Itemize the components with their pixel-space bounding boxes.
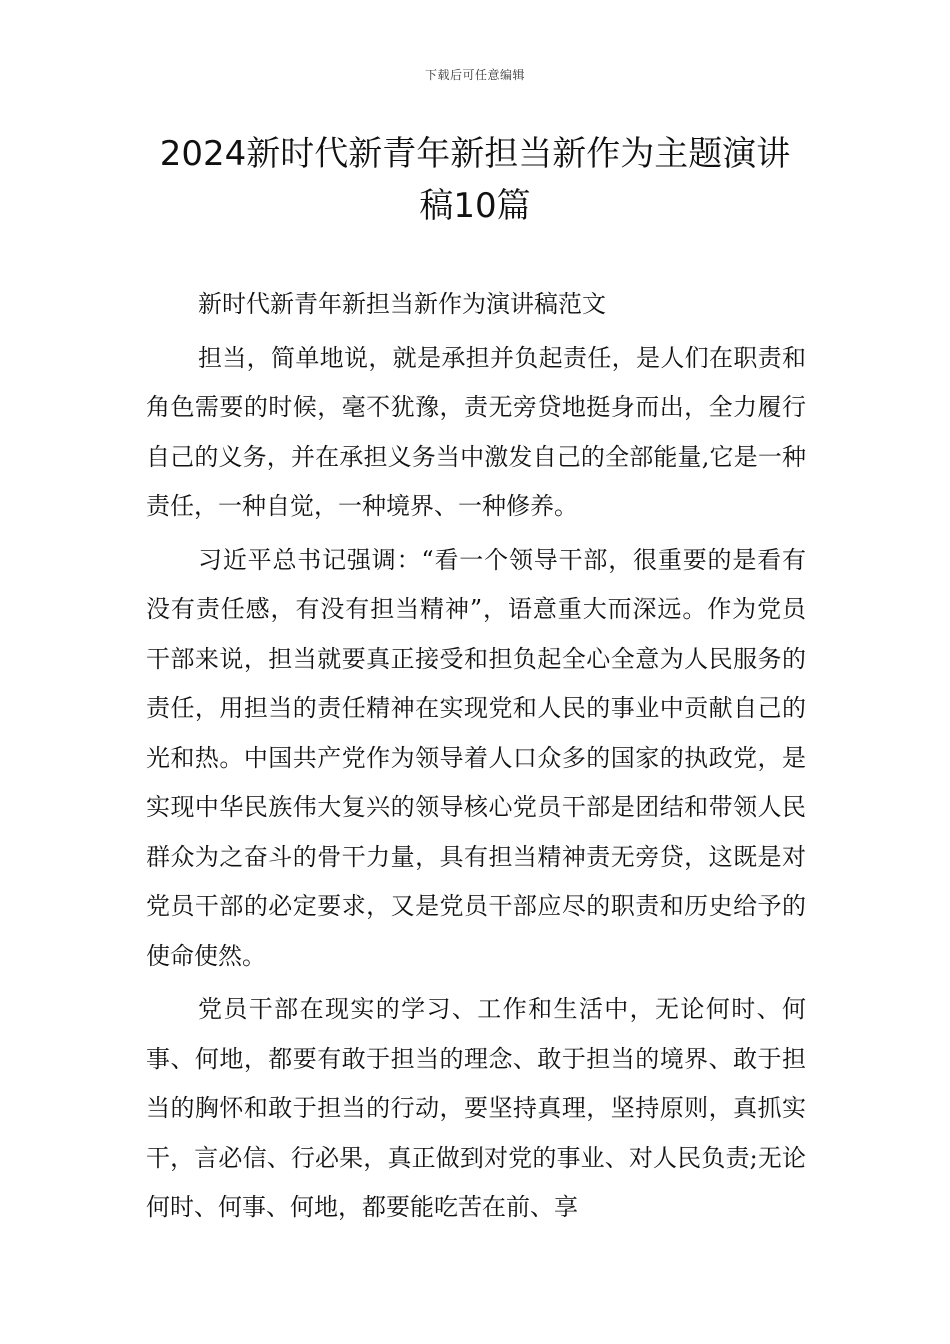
document-subtitle: 新时代新青年新担当新作为演讲稿范文 bbox=[198, 290, 606, 318]
paragraph-2: 习近平总书记强调：“看一个领导干部，很重要的是看有没有责任感，有没有担当精神”，语意重大而深远。作为党员干部来说，担当就要真正接受和担负起全心全意为人民服务的责任，用担当的责任精神在实现党和人民的事业中贡献自己的光和热。中国共产党作为领导着人口众多的国家的执政党，是实现中华民族伟大复兴的领导核心党员干部是团结和带领人民群众为之奋斗的骨干力量，具有担当精神责无旁贷，这既是对党员干部的必定要求，又是党员干部应尽的职责和历史给予的使命使然。 bbox=[146, 545, 806, 970]
paragraph-3: 党员干部在现实的学习、工作和生活中，无论何时、何事、何地，都要有敢于担当的理念、敢于担当的境界、敢于担当的胸怀和敢于担当的行动，要坚持真理，坚持原则，真抓实干，言必信、行必果，真正做到对党的事业、对人民负责;无论何时、何事、何地，都要能吃苦在前、享 bbox=[146, 995, 806, 1221]
document-body bbox=[146, 280, 806, 1233]
document-title-line-2: 稿10篇 bbox=[419, 186, 531, 226]
document-title-line-1: 2024新时代新青年新担当新作为主题演讲 bbox=[159, 134, 791, 174]
header-note: 下载后可任意编辑 bbox=[424, 68, 525, 82]
paragraph-1: 担当，简单地说，就是承担并负起责任，是人们在职责和角色需要的时候，毫不犹豫，责无旁贷地挺身而出，全力履行自己的义务，并在承担义务当中激发自己的全部能量,它是一种责任，一种自觉，一种境界、一种修养。 bbox=[146, 343, 806, 520]
document-title bbox=[120, 128, 830, 232]
